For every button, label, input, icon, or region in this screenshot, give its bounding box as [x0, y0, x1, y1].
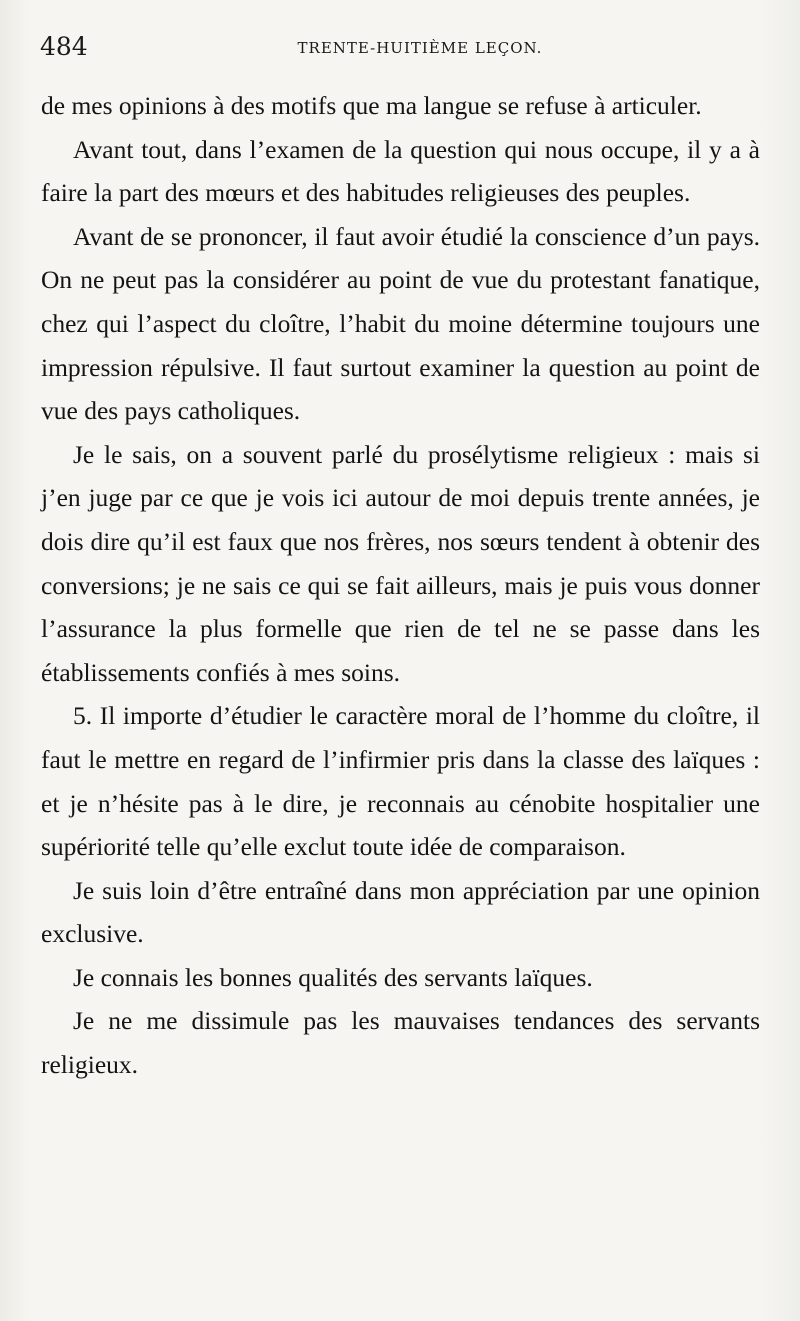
page-number: 484 — [40, 32, 88, 61]
paragraph: Avant de se prononcer, il faut avoir étudié la conscience d’un pays. On ne peut pas la considérer au point de vue du protestant fanatique, chez qui l’aspect du cloître, l’habit du moine détermine toujours une impression répulsive. Il faut surtout examiner la question au point de vue des pays catholiques. — [41, 221, 760, 426]
paragraph: Je le sais, on a souvent parlé du prosélytisme religieux : mais si j’en juge par ce que je vois ici autour de moi depuis trente années, je dois dire qu’il est faux que nos frères, nos sœurs tendent à obtenir des conversions; je ne sais ce qui se fait ailleurs, mais je puis vous donner l’assurance la plus formelle que rien de tel ne se passe dans les établissements confiés à mes soins. — [41, 439, 760, 687]
body-text — [41, 84, 760, 1087]
paragraph: Je connais les bonnes qualités des servants laïques. — [73, 962, 593, 992]
page-header — [40, 30, 760, 70]
paragraph: Je ne me dissimule pas les mauvaises tendances des servants religieux. — [41, 1006, 760, 1080]
paragraph: 5. Il importe d’étudier le caractère moral de l’homme du cloître, il faut le mettre en regard de l’infirmier pris dans la classe des laïques : et je n’hésite pas à le dire, je reconnais au cénobite hospitalier une supériorité telle qu’elle exclut toute idée de comparaison. — [41, 701, 760, 862]
paragraph: de mes opinions à des motifs que ma langue se refuse à articuler. — [41, 91, 702, 120]
paragraph: Je suis loin d’être entraîné dans mon appréciation par une opinion exclusive. — [41, 875, 760, 949]
paragraph: Avant tout, dans l’examen de la question qui nous occupe, il y a à faire la part des mœurs et des habitudes religieuses des peuples. — [41, 134, 760, 208]
running-title: TRENTE-HUITIÈME LEÇON. — [297, 39, 543, 57]
